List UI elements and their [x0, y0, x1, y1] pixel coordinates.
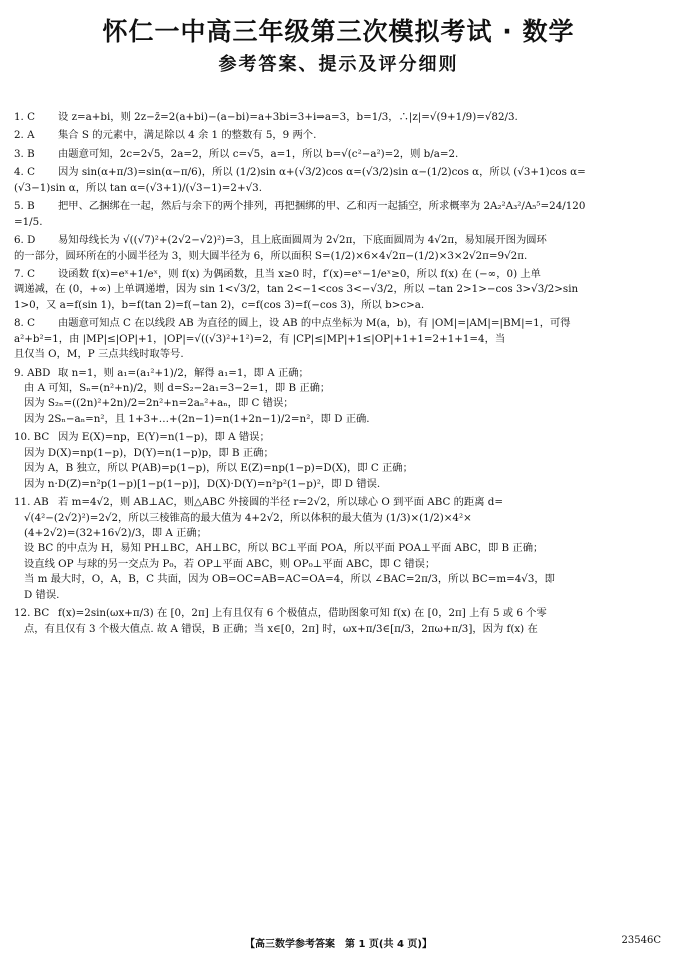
- answer-line: 因为 D(X)=np(1−p)，D(Y)=n(1−p)p，即 B 正确；: [24, 446, 274, 459]
- answer-line: 点，有且仅有 3 个极大值点. 故 A 错误，B 正确；当 x∈[0，2π] 时，ωx+π/3∈[π/3，2πω+π/3]，因为 f(x) 在: [24, 622, 538, 635]
- answer-line: (4+2√2)=(32+16√2)/3，即 A 正确；: [24, 526, 207, 539]
- answer-item: [14, 233, 664, 264]
- answer-item: [14, 366, 664, 428]
- answer-number: 12. BC: [14, 607, 50, 620]
- page-subtitle: 参考答案、提示及评分细则: [218, 54, 459, 75]
- answer-line: 调递减，在 (0，+∞) 上单调递增，因为 sin 1<√3/2，tan 2<−1<cos 3<−√3/2，所以 −tan 2>1>−cos 3>√3/2>sin: [14, 283, 579, 296]
- answer-line: 因为 S₂ₙ=((2n)²+2n)/2=2n²+n=2aₙ²+aₙ，即 C 错误；: [24, 397, 294, 410]
- answer-line: a²+b²=1，由 |MP|≤|OP|+1，|OP|=√((√3)²+1²)=2，有 |CP|≤|MP|+1≤|OP|+1+1=2+1+1=4，当: [14, 332, 506, 345]
- answer-line: 的一部分，圆环所在的小圆半径为 3，则大圆半径为 6，所以面积 S=(1/2)×6×4√2π−(1/2)×3×2√2π=9√2π.: [14, 249, 528, 262]
- answer-line: (√3−1)sin α，所以 tan α=(√3+1)/(√3−1)=2+√3.: [14, 181, 262, 194]
- answer-item: [14, 495, 664, 603]
- answer-item: [14, 147, 664, 162]
- answer-line: 当 m 最大时，O，A，B，C 共面，因为 OB=OC=AB=AC=OA=4，所以 ∠BAC=2π/3，所以 BC=m=4√3，即: [24, 573, 555, 586]
- answer-line: 由题意可知，2c=2√5，2a=2，所以 c=√5，a=1，所以 b=√(c²−a²)=2，则 b/a=2.: [58, 147, 459, 160]
- answer-line: 由 A 可知，Sₙ=(n²+n)/2，则 d=S₂−2a₁=3−2=1，即 B 正确；: [24, 382, 331, 394]
- answer-line: 且仅当 O，M，P 三点共线时取等号.: [14, 348, 184, 361]
- answer-line: 若 m=4√2，则 AB⊥AC，则△ABC 外接圆的半径 r=2√2，所以球心 O 到平面 ABC 的距离 d=: [58, 496, 503, 509]
- answer-line: 因为 2Sₙ−aₙ=n²，且 1+3+…+(2n−1)=n(1+2n−1)/2=n²，即 D 正确.: [24, 412, 370, 425]
- answer-line: f(x)=2sin(ωx+π/3) 在 [0，2π] 上有且仅有 6 个极值点，借助图象可知 f(x) 在 [0，2π] 上有 5 或 6 个零: [58, 607, 547, 620]
- answer-number: 2. A: [14, 129, 35, 142]
- answer-number: 1. C: [14, 111, 35, 123]
- answer-line: 1>0，又 a=f(sin 1)，b=f(tan 2)=f(−tan 2)，c=f(cos 3)=f(−cos 3)，所以 b>c>a.: [14, 298, 425, 311]
- answer-line: 因为 sin(α+π/3)=sin(α−π/6)，所以 (1/2)sin α+(√3/2)cos α=(√3/2)sin α−(1/2)cos α，所以 (√3+1)cos α=: [58, 166, 586, 179]
- answer-line: 设 z=a+bi，则 2z−z̄=2(a+bi)−(a−bi)=a+3bi=3+i⇒a=3，b=1/3，∴|z|=√(9+1/9)=√82/3.: [58, 111, 518, 123]
- answer-number: 8. C: [14, 317, 35, 330]
- footer-code: 23546C: [621, 935, 661, 946]
- answer-line: 因为 n·D(Z)=n²p(1−p)[1−p(1−p)]，D(X)·D(Y)=n²p²(1−p)²，即 D 错误.: [24, 477, 381, 490]
- answer-item: [14, 430, 664, 492]
- answer-line: =1/5.: [14, 215, 43, 228]
- answer-number: 6. D: [14, 234, 36, 247]
- answer-line: 设 BC 的中点为 H，易知 PH⊥BC，AH⊥BC，所以 BC⊥平面 POA，所以平面 POA⊥平面 ABC，即 B 正确；: [24, 542, 544, 555]
- answer-number: 11. AB: [14, 496, 49, 509]
- answer-number: 3. B: [14, 147, 35, 160]
- answer-item: [14, 316, 664, 362]
- answer-number: 9. ABD: [14, 366, 51, 379]
- answer-number: 5. B: [14, 200, 35, 213]
- page-title: 怀仁一中高三年级第三次模拟考试 · 数学: [102, 17, 575, 46]
- answer-line: 设直线 OP 与球的另一交点为 P₀，若 OP⊥平面 ABC，则 OP₀⊥平面 ABC，即 C 错误；: [24, 557, 436, 570]
- answer-line: 集合 S 的元素中，满足除以 4 余 1 的整数有 5，9 两个.: [58, 129, 317, 142]
- answer-item: [14, 199, 664, 230]
- answer-line: 因为 E(X)=np，E(Y)=n(1−p)，即 A 错误；: [58, 431, 270, 444]
- answer-line: 设函数 f(x)=eˣ+1/eˣ，则 f(x) 为偶函数，且当 x≥0 时，f′(x)=eˣ−1/eˣ≥0，所以 f(x) 在 (−∞，0) 上单: [58, 267, 541, 280]
- answer-item: [14, 110, 664, 125]
- answer-line: 由题意可知点 C 在以线段 AB 为直径的圆上，设 AB 的中点坐标为 M(a，b)，有 |OM|=|AM|=|BM|=1，可得: [58, 317, 571, 330]
- answer-number: 10. BC: [14, 431, 50, 444]
- answer-line: 因为 A，B 独立，所以 P(AB)=p(1−p)，所以 E(Z)=np(1−p)=D(X)，即 C 正确；: [24, 462, 413, 475]
- answer-line: 取 n=1，则 a₁=(a₁²+1)/2，解得 a₁=1，即 A 正确；: [58, 366, 309, 379]
- answer-line: √(4²−(2√2)²)=2√2，所以三棱锥高的最大值为 4+2√2，所以体积的最大值为 (1/3)×(1/2)×4²×: [24, 511, 472, 524]
- answer-number: 4. C: [14, 166, 35, 179]
- answer-item: [14, 128, 664, 143]
- answer-item: [14, 606, 664, 637]
- answer-line: 易知母线长为 √((√7)²+(2√2−√2)²)=3，且上底面圆周为 2√2π，下底面圆周为 4√2π，易知展开图为圆环: [58, 234, 547, 247]
- answer-line: 把甲、乙捆绑在一起，然后与余下的两个排列，再把捆绑的甲、乙和丙一起插空，所求概率为 2A₂²A₃²/A₅⁵=24/120: [58, 200, 586, 213]
- answer-item: [14, 165, 664, 196]
- answer-line: D 错误.: [24, 588, 60, 601]
- answer-number: 7. C: [14, 267, 35, 280]
- answer-item: [14, 267, 664, 313]
- answer-list: [14, 110, 664, 640]
- footer-page-label: 【高三数学参考答案 第 1 页(共 4 页)】: [245, 939, 432, 950]
